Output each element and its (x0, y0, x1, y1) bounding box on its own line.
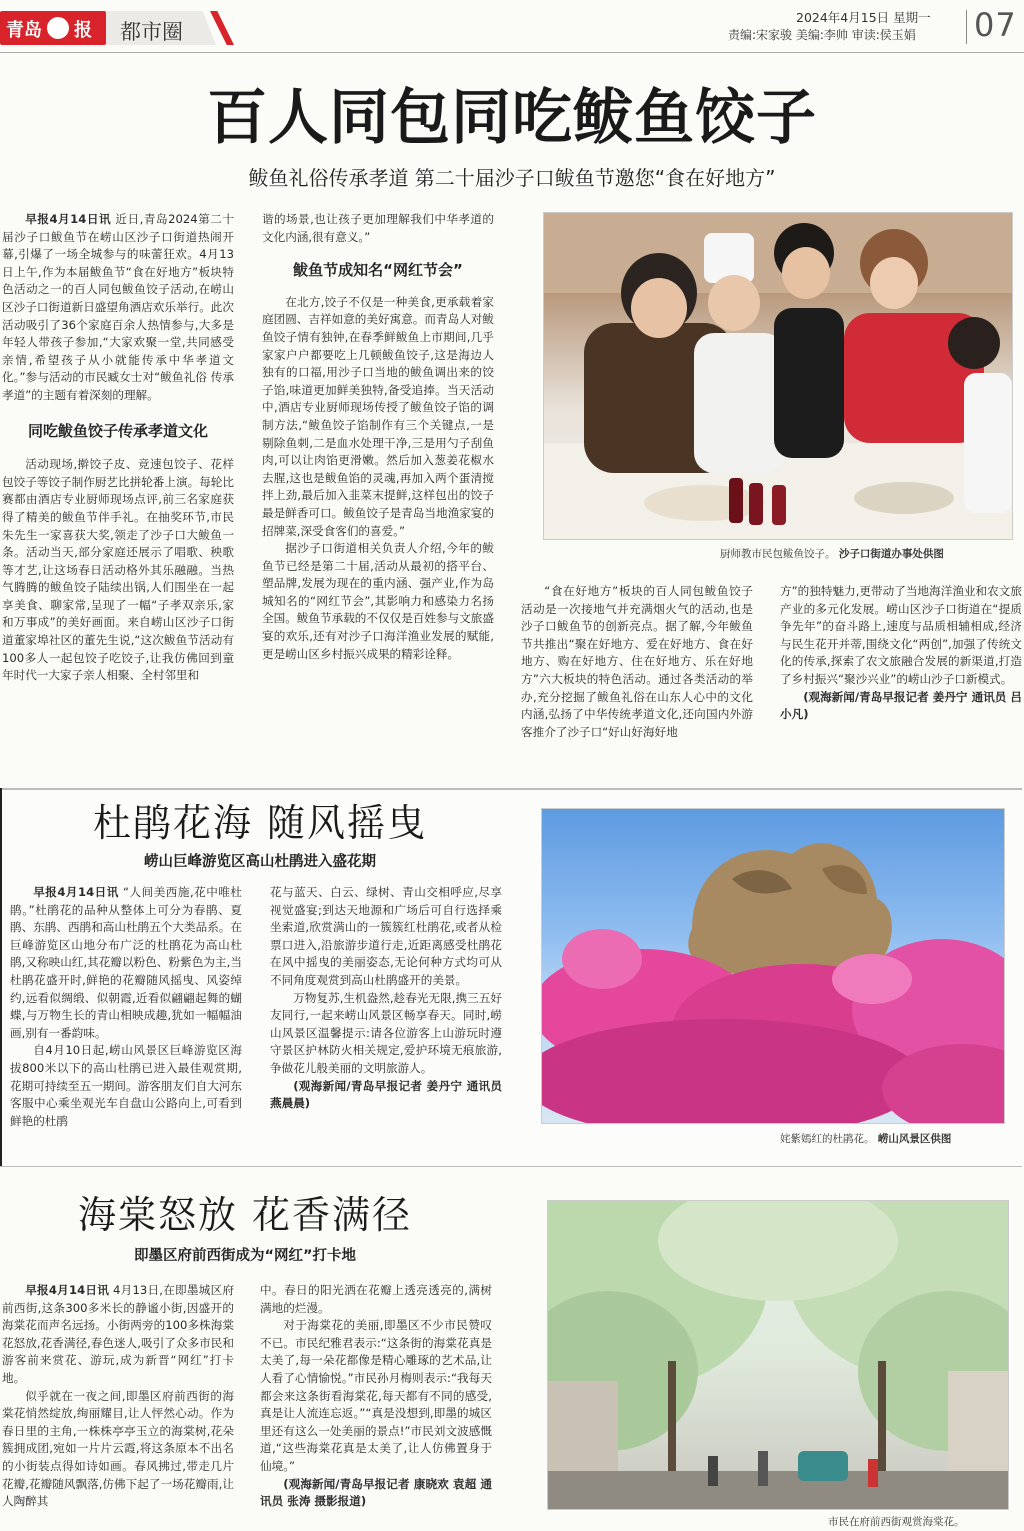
story1-column-2 (262, 211, 494, 663)
story1-paragraph: 据沙子口街道相关负责人介绍,今年的鲅鱼节已经是第二十届,活动从最初的搭平台、塑品牌,发展为现在的重内涵、强产业,作为岛城知名的“网红节会”,其影响力和感染力名扬全国。鲅鱼节承载的不仅仅是百姓参与文旅盛宴的欢乐,还有对沙子口海洋渔业发展的赋能,更是崂山区乡村振兴成果的精彩诠释。 (262, 541, 494, 661)
logo-text-left: 青岛 (6, 20, 42, 41)
story2-paragraph: 自4月10日起,崂山风景区巨峰游览区海拔800米以下的高山杜鹃已进入最佳观赏期,花期可持续至五一期间。游客朋友们自大河东客服中心乘坐观光车自盘山公路向上,可看到鲜艳的杜鹃 (10, 1043, 242, 1128)
logo-emblem-icon (47, 17, 69, 39)
story1-column-1 (2, 211, 234, 685)
story2-paragraph: “人间美西施,花中唯杜鹃。”杜鹃花的品种从整体上可分为春鹃、夏鹃、东鹃、西鹃和高山杜鹃五个大类品系。在巨峰游览区山地分布广泛的杜鹃花为高山杜鹃,又称映山红,其花瓣以粉色、粉紫色为主,当杜鹃花盛开时,鲜艳的花瓣随风摇曳、风姿绰约,远看似绸缎、似朝霞,近看似翩翩起舞的蝴蝶,与万物生长的青山相映成趣,犹如一幅幅油画,别有一番韵味。 (10, 885, 242, 1040)
story2-subhead: 崂山巨峰游览区高山杜鹃进入盛花期 (144, 854, 376, 870)
caption-credit: 沙子口街道办事处供图 (838, 548, 944, 560)
section-name: 都市圈 (120, 20, 183, 44)
header-rule (0, 52, 1024, 53)
story1-paragraph: “食在好地方”板块的百人同包鲅鱼饺子活动是一次接地气并充满烟火气的活动,也是沙子口鲅鱼节的创新亮点。据了解,今年鲅鱼节共推出“聚在好地方、爱在好地方、食在好地方、购在好地方、住在好地方、乐在好地方”六大板块的特色活动。通过各类活动的举办,充分挖掘了鲅鱼礼俗在山东人心中的文化内涵,弘扬了中华传统孝道文化,还向国内外游客推介了沙子口“好山好海好地 (521, 584, 753, 739)
story2-column-2 (270, 884, 502, 1113)
dumpling-photo-illustration (544, 213, 1012, 539)
caption-text: 姹紫嫣红的杜鹃花。 (780, 1133, 875, 1145)
story1-subtitle-2: 鲅鱼节成知名“网红节会” (293, 261, 463, 280)
azalea-photo-illustration (542, 809, 1004, 1123)
masthead (0, 0, 1024, 56)
story2-dateline: 早报4月14日讯 (33, 885, 119, 899)
story1-paragraph: 方”的独特魅力,更带动了当地海洋渔业和农文旅产业的多元化发展。崂山区沙子口街道在“提质争先年”的奋斗路上,速度与品质相辅相成,经济与民生花开并蒂,围绕文化“两创”,加强了传统文化的传承,探索了农文旅融合发展的新渠道,打造了乡村振兴“聚沙兴业”的崂山沙子口新模式。 (780, 584, 1022, 686)
story3-paragraph: 似乎就在一夜之间,即墨区府前西街的海棠花悄然绽放,绚丽耀目,让人怦然心动。作为春日里的主角,一株株亭亭玉立的海棠树,花朵簇拥成团,宛如一片片云霞,将这条原本不出名的小街装点得如诗如画。春风拂过,带走几片花瓣,花瓣随风飘落,仿佛下起了一场花瓣雨,让人陶醉其 (2, 1388, 234, 1509)
page-number-divider (966, 10, 967, 44)
story2-headline: 杜鹃花海 随风摇曳 (92, 801, 428, 845)
story1-headline: 百人同包同吃鲅鱼饺子 (207, 83, 817, 153)
story1-subhead: 鲅鱼礼俗传承孝道 第二十届沙子口鲅鱼节邀您“食在好地方” (248, 166, 776, 190)
story3-subhead: 即墨区府前西街成为“网红”打卡地 (133, 1248, 357, 1264)
story1-credit: (观海新闻/青岛早报记者 姜丹宁 通讯员 吕小凡) (780, 689, 1022, 722)
story1-paragraph: 近日,青岛2024第二十届沙子口鲅鱼节在崂山区沙子口街道热闹开幕,引爆了一场全城参与的味蕾狂欢。4月13日上午,作为本届鲅鱼节“食在好地方”板块特色活动之一的百人同包鲅鱼饺子活动,在崂山区沙子口街道新日盛望角酒店欢乐举行。此次活动吸引了36个家庭百余人热情参与,大多是年轻人带孩子参加,“大家欢聚一堂,共同感受亲情,希望孩子从小就能传承中华孝道文化。”参与活动的市民臧女士对“鲅鱼礼俗 传承孝道”的主题有着深刻的理解。 (2, 212, 235, 402)
story2-column-1 (10, 884, 242, 1130)
crabapple-photo-caption (828, 1514, 965, 1529)
caption-credit: 崂山风景区供图 (877, 1133, 952, 1145)
story1-dateline: 早报4月14日讯 (25, 212, 112, 226)
dumpling-photo-caption (720, 546, 944, 561)
story3-credit: (观海新闻/青岛早报记者 康晓欢 袁超 通讯员 张涛 摄影报道) (260, 1476, 492, 1509)
azalea-photo-caption (780, 1131, 951, 1146)
story3-headline: 海棠怒放 花香满径 (77, 1193, 413, 1237)
story1-paragraph: 在北方,饺子不仅是一种美食,更承载着家庭团圆、吉祥如意的美好寓意。而青岛人对鲅鱼饺子情有独钟,在春季鲜鲅鱼上市期间,几乎家家户户都要吃上几顿鲅鱼饺子,这是海边人独有的口福,用沙子口当地的鲅鱼调出来的饺子馅,味道更加鲜美独特,备受追捧。当天活动中,酒店专业厨师现场传授了鲅鱼饺子馅的调制方法,“鲅鱼饺子馅制作有三个关键点,一是剔除鱼刺,二是血水处理干净,三是用勺子刮鱼肉,可以让肉馅更滑嫩。然后加入葱姜花椒水去腥,这也是鲅鱼馅的灵魂,再加入两个蛋清搅拌上劲,最后加入韭菜末提鲜,这样包出的饺子最是鲜香可口。鲅鱼饺子是青岛当地渔家宴的招牌菜,深受食客们的喜爱。” (262, 294, 494, 538)
issue-date: 2024年4月15日 星期一 (796, 10, 931, 25)
story3-paragraph: 对于海棠花的美丽,即墨区不少市民赞叹不已。市民纪雅君表示:“这条街的海棠花真是太美了,每一朵花都像是精心雕琢的艺术品,让人看了心情愉悦。”市民孙月梅则表示:“我每天都会来这条街看海棠花,每天都有不同的感受,真是让人流连忘返。”“真是没想到,即墨的城区里还有这么一处美丽的景点!”市民刘文波感慨道,“这些海棠花真是太美了,让人仿佛置身于仙境。” (260, 1318, 492, 1473)
story3-paragraph: 中。春日的阳光洒在花瓣上透亮透亮的,满树满地的烂漫。 (260, 1283, 492, 1315)
story2-paragraph: 花与蓝天、白云、绿树、青山交相呼应,尽享视觉盛宴;到达天地源和广场后可自行选择乘坐索道,欣赏满山的一簇簇红杜鹃花,或者从检票口进入,沿旅游步道行走,近距离感受杜鹃花在风中摇曳的美丽姿态,无论何种方式均可从不同角度观赏到高山杜鹃盛开的美景。 (270, 885, 502, 987)
newspaper-logo (0, 11, 106, 45)
crabapple-photo-illustration (548, 1201, 1008, 1509)
caption-text: 厨师教市民包鲅鱼饺子。 (720, 548, 836, 560)
story2-paragraph: 万物复苏,生机盎然,趁春光无限,携三五好友同行,一起来崂山风景区畅享春天。同时,崂山风景区温馨提示:请各位游客上山游玩时遵守景区护林防火相关规定,爱护环境无痕旅游,争做花儿般美丽的文明旅游人。 (270, 990, 502, 1075)
story1-subtitle-1: 同吃鲅鱼饺子传承孝道文化 (27, 421, 208, 440)
editors-line: 责编:宋家骏 美编:李帅 审读:侯玉娟 (728, 28, 916, 42)
azalea-photo (541, 808, 1005, 1124)
page-number: 07 (974, 6, 1017, 44)
story3-dateline: 早报4月14日讯 (25, 1283, 110, 1297)
story2-credit: (观海新闻/青岛早报记者 姜丹宁 通讯员 燕晨晨) (270, 1078, 502, 1111)
caption-text: 市民在府前西街观赏海棠花。 (828, 1516, 965, 1528)
dumpling-photo (543, 212, 1013, 540)
story3-column-2 (260, 1282, 492, 1511)
crabapple-photo (547, 1200, 1009, 1510)
story3-column-1 (2, 1282, 234, 1511)
story1-column-4 (780, 583, 1022, 724)
story1-paragraph: 谐的场景,也让孩子更加理解我们中华孝道的文化内涵,很有意义。” (262, 212, 494, 244)
story1-paragraph: 活动现场,擀饺子皮、竞速包饺子、花样包饺子等饺子制作厨艺比拼轮番上演。每轮比赛都由酒店专业厨师现场点评,前三名家庭获得了精美的鲅鱼节伴手礼。在抽奖环节,市民朱先生一家喜获大奖,领走了沙子口大鲅鱼一条。活动当天,部分家庭还展示了唱歌、秧歌等才艺,让这场春日活动格外其乐融融。当热气腾腾的鲅鱼饺子陆续出锅,人们围坐在一起享美食、聊家常,呈现了一幅“子孝双亲乐,家和万事成”的美好画面。来自崂山区沙子口街道董家埠社区的董先生说,“这次鲅鱼节活动有100多人一起包饺子吃饺子,让我仿佛回到童年时代一大家子亲人相聚、全村邻里和 (2, 457, 234, 683)
story1-column-3 (521, 583, 753, 741)
story3-paragraph: 4月13日,在即墨城区府前西街,这条300多米长的静谧小街,因盛开的海棠花而声名远扬。小街两旁的100多株海棠花怒放,花香满径,春色迷人,吸引了众多市民和游客前来赏花、游玩,成为新晋“网红”打卡地。 (2, 1283, 234, 1385)
logo-text-right: 报 (74, 20, 92, 41)
